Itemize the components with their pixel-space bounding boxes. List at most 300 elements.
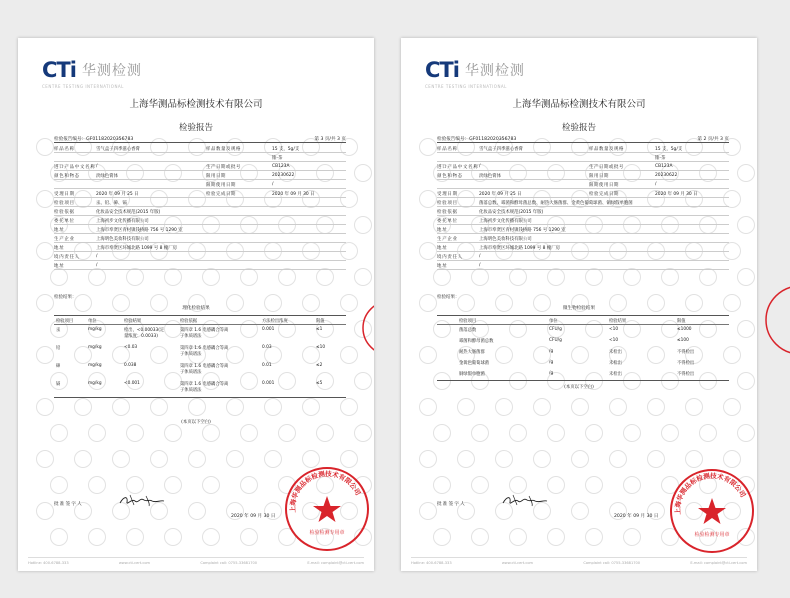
cell-result: 检出，<0.00033(定量浓度：0.0033) <box>124 328 165 339</box>
watermark-seal <box>623 528 641 546</box>
watermark-seal <box>150 450 168 468</box>
watermark-seal <box>585 424 603 442</box>
info-value: 上海初步文化传播有限公司 <box>96 219 149 224</box>
stamp-text: 上海华测品标检测技术有限公司 <box>288 469 363 513</box>
info-row <box>54 216 346 225</box>
info-value-2: 15 支，5g/支 <box>655 147 683 152</box>
info-value: 上海初步文化传播有限公司 <box>479 219 532 224</box>
report-page-2 <box>401 38 757 571</box>
official-stamp <box>282 464 372 554</box>
cell-limit: 不得检出 <box>677 372 695 377</box>
cell-item: 铜绿假单胞菌 <box>459 372 485 377</box>
info-row <box>437 243 729 252</box>
cell-item: 砷 <box>56 364 61 369</box>
watermark-seal <box>302 398 320 416</box>
watermark-seal <box>354 268 372 286</box>
watermark-seal <box>36 450 54 468</box>
watermark-seal <box>647 450 665 468</box>
watermark-seal <box>547 268 565 286</box>
info-value: / <box>96 263 98 268</box>
signature <box>499 492 559 508</box>
column-header: 限值 <box>316 319 325 324</box>
watermark-seal <box>240 424 258 442</box>
watermark-seal <box>188 398 206 416</box>
info-value: 淡绿色膏体 <box>96 174 118 179</box>
watermark-seal <box>495 398 513 416</box>
info-row <box>437 216 729 225</box>
logo-mark: CTi <box>425 58 459 82</box>
watermark-seal <box>74 450 92 468</box>
info-key: 地址 <box>437 246 448 251</box>
info-value: 雪气盒子四季滋心香膏 <box>479 147 523 152</box>
info-value: / <box>96 164 98 169</box>
watermark-seal <box>354 424 372 442</box>
results-table <box>54 315 346 398</box>
watermark-seal <box>609 398 627 416</box>
watermark-seal <box>354 372 372 390</box>
info-key: 委托单位 <box>54 219 75 224</box>
watermark-seal <box>471 476 489 494</box>
cell-limit: ≤1 <box>316 327 323 332</box>
info-key-2: 生产日期或批号 <box>589 165 624 170</box>
watermark-seal <box>264 450 282 468</box>
watermark-seal <box>509 424 527 442</box>
info-key-2: 检验完成日期 <box>589 192 619 197</box>
info-key-2: 样品数量及规格 <box>206 147 241 152</box>
results-table <box>437 315 729 381</box>
cell-item: 耐热大肠菌群 <box>459 350 485 355</box>
watermark-seal <box>433 528 451 546</box>
table-title: 微生物检验结果 <box>562 306 596 311</box>
report-page-3 <box>18 38 374 571</box>
watermark-seal <box>509 528 527 546</box>
stamp-sub: 检验检测专用章 <box>694 532 730 538</box>
cell-limit: 不得检出 <box>677 361 695 366</box>
info-key-2: 检验完成日期 <box>206 192 236 197</box>
cell-result: 0.038 <box>124 363 137 368</box>
cti-logo <box>425 60 525 80</box>
report-meta <box>54 135 346 143</box>
watermark-seal <box>533 398 551 416</box>
info-value: 淡绿色膏体 <box>479 174 501 179</box>
watermark-seal <box>202 476 220 494</box>
table-row <box>54 343 346 361</box>
watermark-seal <box>278 268 296 286</box>
table-row <box>54 325 346 343</box>
info-key: 检验项目 <box>54 201 75 206</box>
watermark-seal <box>737 216 755 234</box>
info-row <box>437 153 729 162</box>
watermark-seal <box>571 502 589 520</box>
column-header: 检验结果 <box>124 319 142 324</box>
info-value-2: / <box>272 182 274 187</box>
watermark-seal <box>50 424 68 442</box>
logo-cn: 华测检测 <box>81 63 142 79</box>
watermark-seal <box>571 450 589 468</box>
watermark-seal <box>354 216 372 234</box>
watermark-seal <box>419 450 437 468</box>
cell-mdl: 0.001 <box>262 381 275 386</box>
watermark-seal <box>699 424 717 442</box>
info-key: 颜色和物态 <box>54 174 80 179</box>
info-key: 境内责任人 <box>54 255 80 260</box>
info-key: 地址 <box>437 264 448 269</box>
watermark-seal <box>202 528 220 546</box>
watermark-seal <box>316 268 334 286</box>
page-number: 第 3 页/共 3 页 <box>314 137 346 142</box>
watermark-seal <box>202 424 220 442</box>
logo-mark: CTi <box>42 58 76 82</box>
watermark-seal <box>88 268 106 286</box>
watermark-seal <box>419 242 437 260</box>
info-key: 检验项目 <box>437 201 458 206</box>
info-value: 上海市奉贤区青村镇钱桥路 756 号 1290 室 <box>479 228 566 233</box>
info-row <box>437 234 729 243</box>
table-row <box>437 358 729 369</box>
table-row <box>437 336 729 347</box>
info-value: / <box>96 254 98 259</box>
info-key-2: 限用日期 <box>206 174 226 179</box>
info-key-2: 生产日期或批号 <box>206 165 241 170</box>
cell-item: 镉 <box>56 382 61 387</box>
watermark-seal <box>699 268 717 286</box>
page-footer: Hotline: 400-6788-333 www.cti-cert.com Complaint call: 0755-33681700 E-mail: complaint@cti-cert.com <box>28 557 364 565</box>
watermark-seal <box>571 398 589 416</box>
cell-mdl: 0.03 <box>262 345 272 350</box>
info-key-2: 限期使用日期 <box>206 183 236 188</box>
watermark-seal <box>112 450 130 468</box>
cell-unit: /g <box>549 360 554 365</box>
signature <box>116 492 176 508</box>
info-row <box>437 171 729 180</box>
table-row <box>437 369 729 380</box>
info-key-2: 限用日期 <box>589 174 609 179</box>
watermark-seal <box>457 398 475 416</box>
watermark-seal <box>264 398 282 416</box>
info-value: 化妆品安全技术规范(2015 年版) <box>479 210 544 215</box>
watermark-seal <box>50 528 68 546</box>
info-key-2: 样品数量及规格 <box>589 147 624 152</box>
report-meta <box>437 135 729 143</box>
watermark-seal <box>188 502 206 520</box>
watermark-seal <box>112 398 130 416</box>
watermark-seal <box>533 450 551 468</box>
watermark-seal <box>226 450 244 468</box>
watermark-seal <box>685 398 703 416</box>
info-value: / <box>479 263 481 268</box>
watermark-seal <box>36 398 54 416</box>
info-row <box>54 225 346 234</box>
info-value: / <box>479 164 481 169</box>
table-row <box>437 347 729 358</box>
blank-note: (本页以下空白) <box>181 420 211 425</box>
sample-info <box>54 144 346 270</box>
watermark-seal <box>737 424 755 442</box>
cell-limit: ≤1000 <box>677 327 692 332</box>
watermark-seal <box>661 424 679 442</box>
watermark-seal <box>36 346 54 364</box>
info-value: 上海市奉贤区青村镇钱桥路 756 号 1290 室 <box>96 228 183 233</box>
cell-result: <10 <box>609 338 619 343</box>
watermark-seal <box>585 268 603 286</box>
watermark-seal <box>471 424 489 442</box>
info-key-2: 限期使用日期 <box>589 183 619 188</box>
info-key: 地址 <box>437 228 448 233</box>
info-value: 上海明色美妆科技有限公司 <box>479 237 532 242</box>
stamp-sub: 检验检测专用章 <box>309 530 345 536</box>
info-key: 地址 <box>54 246 65 251</box>
cell-basis: 第四章 1.6 电感耦合等离子体质谱法 <box>180 328 229 339</box>
page-footer: Hotline: 400-6788-333 www.cti-cert.com Complaint call: 0755-33681700 E-mail: complaint@cti-cert.com <box>411 557 747 565</box>
info-row <box>437 162 729 171</box>
company-name: 上海华测品标检测技术有限公司 <box>129 99 263 110</box>
info-value-2: 20230622 <box>272 173 295 178</box>
watermark-seal <box>164 268 182 286</box>
info-value: 2020 年 09 月 25 日 <box>96 192 139 197</box>
watermark-seal <box>647 398 665 416</box>
stamp-text: 上海华测品标检测技术有限公司 <box>673 471 748 515</box>
column-header: 单位 <box>549 319 558 324</box>
info-row <box>54 171 346 180</box>
info-key: 样品名称 <box>437 147 458 152</box>
cell-mdl: 0.001 <box>262 327 275 332</box>
watermark-seal <box>623 268 641 286</box>
report-number: 检验报告编号：GF01182020356783 <box>54 137 134 142</box>
watermark-seal <box>240 476 258 494</box>
info-row <box>437 198 729 207</box>
watermark-seal <box>240 268 258 286</box>
watermark-seal <box>278 424 296 442</box>
info-key: 境内责任人 <box>437 255 463 260</box>
watermark-seal <box>661 268 679 286</box>
watermark-seal <box>471 528 489 546</box>
results-label: 检验结果： <box>437 295 460 300</box>
column-header: 单位 <box>88 319 97 324</box>
info-key: 颜色和物态 <box>437 174 463 179</box>
info-key: 进口产品中文名称 <box>54 165 96 170</box>
logo-en: CENTRE TESTING INTERNATIONAL <box>425 84 507 89</box>
watermark-seal <box>433 268 451 286</box>
page-number: 第 2 页/共 3 页 <box>697 137 729 142</box>
watermark-seal <box>36 502 54 520</box>
info-row <box>437 261 729 270</box>
watermark-seal <box>240 528 258 546</box>
watermark-seal <box>340 398 358 416</box>
watermark-seal <box>419 398 437 416</box>
info-row <box>54 252 346 261</box>
cell-item: 汞 <box>56 328 61 333</box>
watermark-seal <box>509 268 527 286</box>
watermark-seal <box>202 268 220 286</box>
table-header <box>437 316 729 325</box>
cell-item: 霉菌和酵母菌总数 <box>459 339 494 344</box>
watermark-seal <box>737 268 755 286</box>
info-value: / <box>479 254 481 259</box>
watermark-seal <box>164 424 182 442</box>
cell-limit: ≤100 <box>677 338 689 343</box>
cell-limit: ≤2 <box>316 363 323 368</box>
info-value-2: 锥-茶 <box>655 156 666 161</box>
info-row <box>54 261 346 270</box>
watermark-seal <box>50 268 68 286</box>
cell-result: 未检出 <box>609 361 622 366</box>
info-key: 检验依据 <box>54 210 75 215</box>
cell-result: 未检出 <box>609 350 622 355</box>
watermark-seal <box>126 424 144 442</box>
table-row <box>54 379 346 397</box>
info-key: 地址 <box>54 264 65 269</box>
info-key: 检验依据 <box>437 210 458 215</box>
info-row <box>54 243 346 252</box>
cell-unit: CFU/g <box>549 327 562 332</box>
info-row <box>437 189 729 198</box>
signer-label: 批准签字人 <box>437 502 466 507</box>
info-value: 雪气盒子四季滋心香膏 <box>96 147 140 152</box>
watermark-seal <box>419 502 437 520</box>
cell-limit: ≤5 <box>316 381 323 386</box>
cell-basis: 第四章 1.6 电感耦合等离子体质谱法 <box>180 364 229 375</box>
info-value: 上海市奉贤区环城北路 1099 号 8 幢厂房 <box>96 246 178 251</box>
watermark-seal <box>88 476 106 494</box>
watermark-seal <box>226 398 244 416</box>
cell-mdl: 0.01 <box>262 363 272 368</box>
cell-unit: CFU/g <box>549 338 562 343</box>
info-row <box>437 225 729 234</box>
info-row <box>437 207 729 216</box>
info-row <box>54 234 346 243</box>
info-value-2: 15 支，5g/支 <box>272 147 300 152</box>
cell-limit: ≤10 <box>316 345 326 350</box>
watermark-seal <box>433 424 451 442</box>
seam-stamp-edge <box>762 280 790 360</box>
cell-result: <0.03 <box>124 345 138 350</box>
cell-result: <10 <box>609 327 619 332</box>
info-row <box>54 189 346 198</box>
info-value-2: / <box>655 182 657 187</box>
table-row <box>54 361 346 379</box>
info-value-2: 锥-茶 <box>272 156 283 161</box>
watermark-seal <box>723 398 741 416</box>
report-title: 检验报告 <box>178 123 213 133</box>
table-row <box>437 325 729 336</box>
info-value: 2020 年 09 月 25 日 <box>479 192 522 197</box>
watermark-seal <box>36 190 54 208</box>
cell-unit: /g <box>549 371 554 376</box>
info-value-2: CB123A <box>655 164 673 169</box>
report-date: 2020 年 09 月 30 日 <box>231 514 276 519</box>
report-date: 2020 年 09 月 30 日 <box>614 514 659 519</box>
watermark-seal <box>50 476 68 494</box>
company-name: 上海华测品标检测技术有限公司 <box>512 99 646 110</box>
blank-note: (本页以下空白) <box>564 385 594 390</box>
info-key: 受理日期 <box>54 192 75 197</box>
cell-result: 未检出 <box>609 372 622 377</box>
watermark-seal <box>36 242 54 260</box>
sample-info <box>437 144 729 270</box>
cti-logo <box>42 60 142 80</box>
info-row <box>54 207 346 216</box>
watermark-seal <box>354 164 372 182</box>
info-row <box>54 153 346 162</box>
info-value: 上海市奉贤区环城北路 1099 号 8 幢厂房 <box>479 246 561 251</box>
watermark-seal <box>36 138 54 156</box>
watermark-seal <box>623 424 641 442</box>
info-row <box>437 144 729 153</box>
info-key: 生产企业 <box>437 237 458 242</box>
cell-unit: mg/kg <box>88 345 102 350</box>
cell-unit: mg/kg <box>88 363 102 368</box>
report-number: 检验报告编号：GF01182020356783 <box>437 137 517 142</box>
column-header: 检验结果 <box>609 319 627 324</box>
watermark-seal <box>623 476 641 494</box>
watermark-seal <box>88 528 106 546</box>
watermark-seal <box>457 450 475 468</box>
watermark-seal <box>433 476 451 494</box>
watermark-seal <box>74 398 92 416</box>
table-header <box>54 316 346 325</box>
info-key: 样品名称 <box>54 147 75 152</box>
info-key: 生产企业 <box>54 237 75 242</box>
watermark-seal <box>547 424 565 442</box>
watermark-seal <box>164 528 182 546</box>
signer-label: 批准签字人 <box>54 502 83 507</box>
cell-limit: 不得检出 <box>677 350 695 355</box>
cell-unit: /g <box>549 349 554 354</box>
watermark-seal <box>585 476 603 494</box>
info-key: 受理日期 <box>437 192 458 197</box>
column-header: 检验依据 <box>180 319 198 324</box>
report-title: 检验报告 <box>561 123 596 133</box>
info-row <box>437 252 729 261</box>
watermark-seal <box>495 450 513 468</box>
results-label: 检验结果： <box>54 295 77 300</box>
info-value-2: 2020 年 09 月 30 日 <box>655 192 698 197</box>
info-value-2: CB123A <box>272 164 290 169</box>
watermark-seal <box>126 268 144 286</box>
info-value: 菌落总数、霉菌和酵母菌总数、耐热大肠菌群、金黄色葡萄球菌、铜绿假单胞菌 <box>479 201 633 206</box>
watermark-seal <box>150 398 168 416</box>
watermark-seal <box>609 450 627 468</box>
watermark-seal <box>419 346 437 364</box>
info-row <box>54 144 346 153</box>
info-row <box>54 162 346 171</box>
info-row <box>54 198 346 207</box>
watermark-seal <box>316 424 334 442</box>
cell-result: <0.001 <box>124 381 140 386</box>
watermark-seal <box>419 138 437 156</box>
table-title: 理化检验结果 <box>182 306 210 311</box>
official-stamp <box>667 466 757 556</box>
info-row <box>437 180 729 189</box>
info-value: 上海明色美妆科技有限公司 <box>96 237 149 242</box>
watermark-seal <box>419 190 437 208</box>
cell-unit: mg/kg <box>88 381 102 386</box>
info-key: 委托单位 <box>437 219 458 224</box>
info-key: 进口产品中文名称 <box>437 165 479 170</box>
watermark-seal <box>88 424 106 442</box>
watermark-seal <box>585 528 603 546</box>
info-row <box>54 180 346 189</box>
cell-item: 菌落总数 <box>459 328 477 333</box>
info-value: 化妆品安全技术规范(2015 年版) <box>96 210 161 215</box>
watermark-seal <box>126 528 144 546</box>
watermark-seal <box>547 528 565 546</box>
watermark-seal <box>737 320 755 338</box>
column-header: 检验项目 <box>56 319 74 324</box>
cell-unit: mg/kg <box>88 327 102 332</box>
watermark-seal <box>471 268 489 286</box>
info-key: 地址 <box>54 228 65 233</box>
